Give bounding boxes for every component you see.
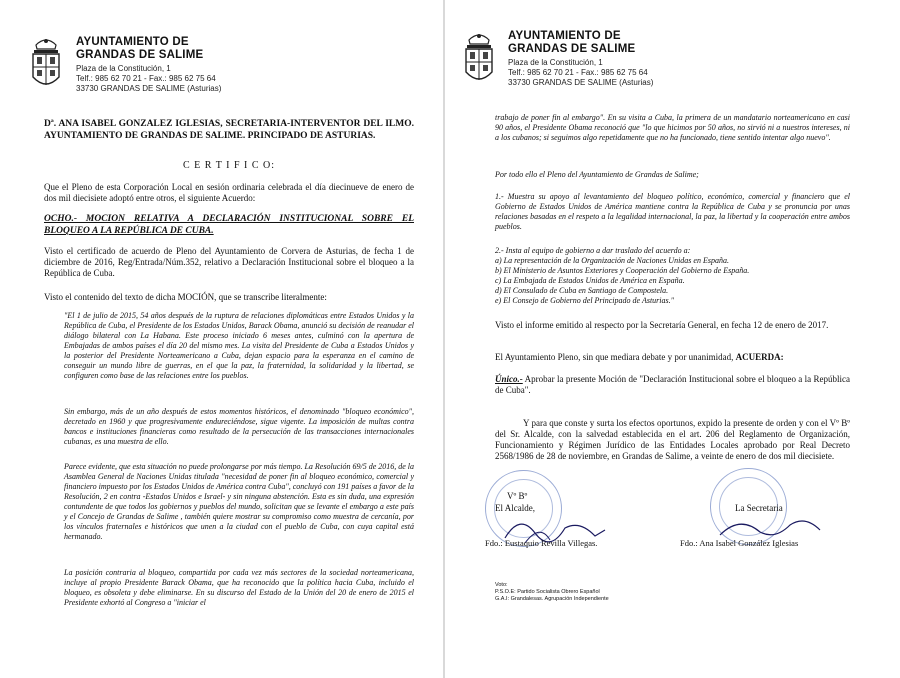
org-name-line-2: GRANDAS DE SALIME xyxy=(508,43,636,55)
recipient-list-item: e) El Consejo de Gobierno del Principado de Asturias." xyxy=(495,296,674,305)
right-page xyxy=(445,0,900,678)
mayor-label: El Alcalde, xyxy=(495,503,535,513)
coat-of-arms-logo xyxy=(461,30,497,88)
report-paragraph: Visto el informe emitido al respecto por la Secretaría General, en fecha 12 de enero de 2017. xyxy=(495,320,829,330)
secretary-label: La Secretaria xyxy=(735,503,783,513)
recipient-list-item: a) La representación de la Organización de Naciones Unidas en España. xyxy=(495,256,729,265)
acuerda-label: ACUERDA: xyxy=(735,352,784,362)
org-name-line-1: AYUNTAMIENTO DE xyxy=(508,30,621,42)
recipient-list-item: c) La Embajada de Estados Unidos de América en España. xyxy=(495,276,685,285)
secretary-signed-by: Fdo.: Ana Isabel González Iglesias xyxy=(680,538,799,548)
resolution-item-2: 2.- Insta al equipo de gobierno a dar traslado del acuerdo a: xyxy=(495,246,691,255)
vote-label: Voto: xyxy=(495,582,508,588)
address-line-2: Telf.: 985 62 70 21 - Fax.: 985 62 75 64 xyxy=(76,74,216,83)
address-line-1: Plaza de la Constitución, 1 xyxy=(508,58,603,67)
unico-paragraph xyxy=(495,374,850,396)
org-name-line-1: AYUNTAMIENTO DE xyxy=(76,36,189,48)
intro-paragraph: Que el Pleno de esta Corporación Local en sesión ordinaria celebrada el día diecinueve de enero de dos mil diecisiete adoptó entre otros, el siguiente Acuerdo: xyxy=(44,182,414,203)
motion-quote-paragraph-4: La posición contraria al bloqueo, compartida por cada vez más sectores de la sociedad norteamericana, incluye al propio Presidente Barack Obama, que ha reconocido que la política hacia Cuba, incluido el bloqueo, es obsoleta y debe eliminarse. En su discurso del Estado de la Unión del 20 de enero de 2015 el Presidente exhortó al Congreso a "iniciar el xyxy=(64,568,414,607)
vobo-label: Vº Bº xyxy=(507,491,528,501)
vote-legend-1: P.S.O.E: Partido Socialista Obrero Español xyxy=(495,589,600,595)
certifier-heading: Dª. ANA ISABEL GONZALEZ IGLESIAS, SECRETARIA-INTERVENTOR DEL ILMO. AYUNTAMIENTO DE GRANDAS DE SALIME. PRINCIPADO DE ASTURIAS. xyxy=(44,119,414,141)
address-line-2: Telf.: 985 62 70 21 - Fax.: 985 62 75 64 xyxy=(508,68,648,77)
org-name-line-2: GRANDAS DE SALIME xyxy=(76,49,204,61)
resolution-intro: Por todo ello el Pleno del Ayuntamiento de Grandas de Salime; xyxy=(495,170,699,179)
motion-quote-paragraph-2: Sin embargo, más de un año después de estos momentos históricos, el denominado "bloqueo económico", decretado en 1960 y que progresivamente endureciéndose, sigue vigente. La imposición de multas contra bancos e instituciones financieras como resultado de la persecución de las transacciones internacionales cubanas, es una muestra de ello. xyxy=(64,407,414,446)
closing-paragraph: Y para que conste y surta los efectos oportunos, expido la presente de orden y con el Vº Bº del Sr. Alcalde, con la salvedad establecida en el art. 206 del Reglamento de Organización, Funcionamiento y Régimen Jurídico de las Entidades Locales aprobado por Real Decreto 2568/1986 de 28 de noviembre, en Grandas de Salime, a veinte de enero de dos mil diecisiete. xyxy=(495,418,850,461)
mayor-signed-by: Fdo.: Eustaquio Revilla Villegas. xyxy=(485,538,598,548)
unico-label: Único.- xyxy=(495,374,523,384)
resolution-item-1: 1.- Muestra su apoyo al levantamiento del bloqueo político, económico, comercial y financiero que el Gobierno de Estados Unidos de América mantiene contra la República de Cuba y se pronuncia por unas relaciones basadas en el respeto a la legalidad internacional, la paz, la libertad y la cooperación entre ambos pueblos. xyxy=(495,192,850,231)
motion-quote-paragraph-3: Parece evidente, que esta situación no puede prolongarse por más tiempo. La Resolución 69/5 de 2016, de la Asamblea General de Naciones Unidas titulada "necesidad de poner fin al bloqueo económico, comercial y financiero impuesto por los Estados Unidos de América contra Cuba", concluyó con 191 países a favor de la Resolución, 2 en contra -Estados Unidos e Israel- y sin ninguna abstención. Esta es sin duda, una expresión contundente de que todos los gobiernos y pueblos del mundo, solicitan que se levante el embargo a este país y el Concejo de Grandas de Salime , también quiere mostrar su compromiso como muestra de cercanía, por los vínculos fraternales e históricos que unen a la ciudad con el pueblo de Cuba, con cuya capital está hermanado. xyxy=(64,462,415,541)
address-line-1: Plaza de la Constitución, 1 xyxy=(76,64,171,73)
recipient-list xyxy=(495,256,850,306)
recipient-list-item: b) El Ministerio de Asuntos Exteriores y Cooperación del Gobierno de España. xyxy=(495,266,750,275)
motion-quote-continued: trabajo de poner fin al embargo". En su visita a Cuba, la primera de un mandatario norteamericano en casi 90 años, el Presidente Obama reconoció que "lo que hicimos por 50 años, no sirvió ni a nuestros intereses, ni a los cubanos; si seguimos algo repetidamente que no ha funcionado, tiene sentido intentar algo nuevo". xyxy=(495,113,850,142)
vote-legend-2: G.A.I: Grandalesas. Agrupación Independiente xyxy=(495,596,609,602)
recipient-list-item: d) El Consulado de Cuba en Santiago de Compostela. xyxy=(495,286,669,295)
reference-paragraph: Visto el certificado de acuerdo de Pleno del Ayuntamiento de Corvera de Asturias, de fecha 1 de diciembre de 2016, Reg/Entrada/Núm.352, relativo a Declaración Institucional sobre el bloqueo a la República de Cuba. xyxy=(44,246,414,278)
coat-of-arms-logo xyxy=(28,35,64,93)
unico-text: Aprobar la presente Moción de "Declaración Institucional sobre el bloqueo a la República de Cuba". xyxy=(495,374,850,395)
certifico-heading: C E R T I F I C O: xyxy=(182,160,276,171)
motion-title: OCHO.- MOCION RELATIVA A DECLARACIÓN INSTITUCIONAL SOBRE EL BLOQUEO A LA REPÚBLICA DE CUBA. xyxy=(44,214,414,236)
motion-quote-paragraph-1: "El 1 de julio de 2015, 54 años después de la ruptura de relaciones diplomáticas entre Estados Unidos y la República de Cuba, el Presidente de los Estados Unidos, Barack Obama, anunció su decisión de reanudar el diálogo bilateral con La Habana. Este proceso iniciado 6 meses antes, culminó con la apertura de Embajadas de ambos países el día 20 del mismo mes. La visita del Presidente de Cuba a Estados Unidos y la posterior del Presidente Norteamericano a Cuba, dejan espacio para la esperanza en el camino de conseguir un mundo libre de guerras, en el que la paz, la fraternidad, la solidaridad y la libertad, se configuren como base de las relaciones entre los pueblos. xyxy=(64,311,414,380)
address-line-3: 33730 GRANDAS DE SALIME (Asturias) xyxy=(508,78,654,87)
plenary-paragraph xyxy=(495,352,850,363)
left-page xyxy=(0,0,445,678)
address-line-3: 33730 GRANDAS DE SALIME (Asturias) xyxy=(76,84,222,93)
transcription-intro: Visto el contenido del texto de dicha MOCIÓN, que se transcribe literalmente: xyxy=(44,292,327,302)
plenary-text: El Ayuntamiento Pleno, sin que mediara debate y por unanimidad, xyxy=(495,352,734,362)
